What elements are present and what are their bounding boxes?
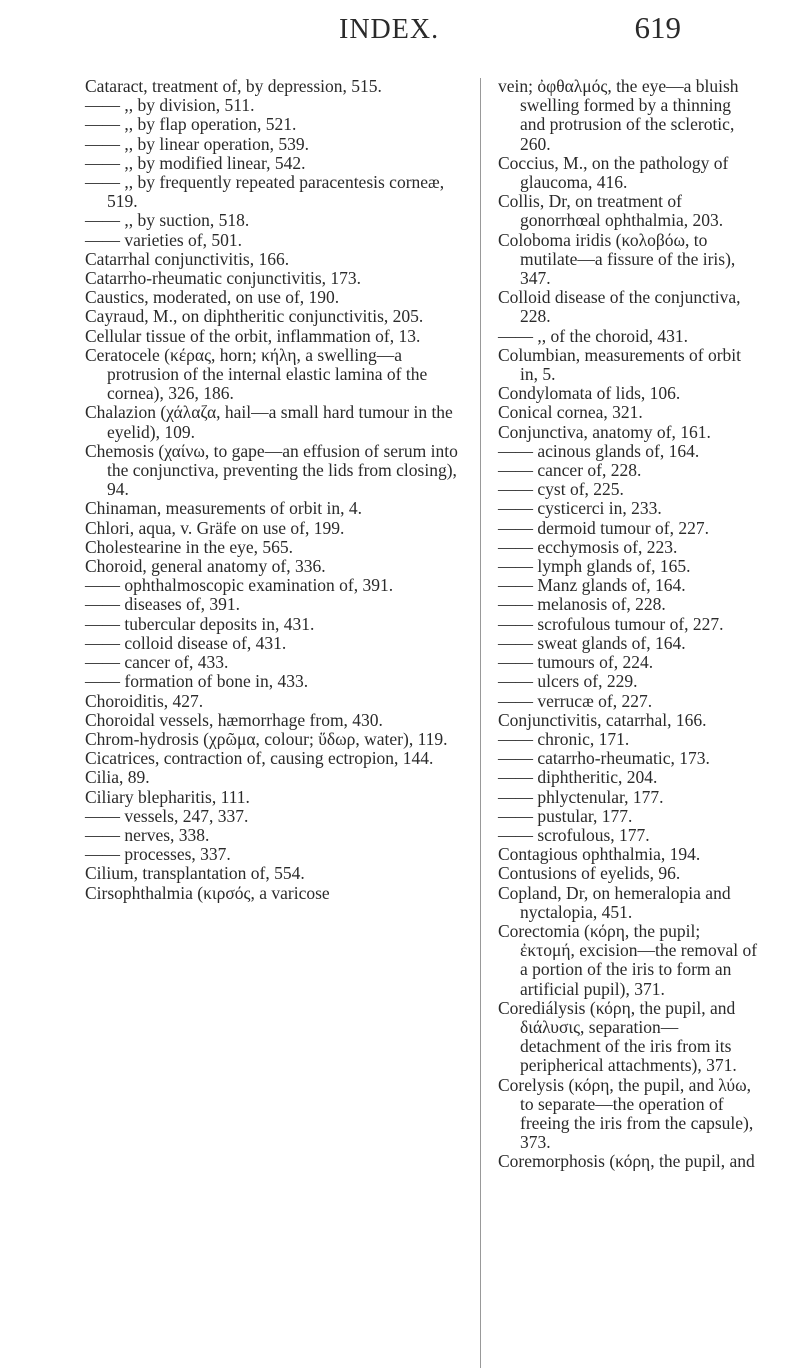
index-entry: Caustics, moderated, on use of, 190. xyxy=(85,287,340,308)
index-entry: —— cyst of, 225. xyxy=(498,479,624,500)
index-entry: —— ,, by flap operation, 521. xyxy=(85,114,297,135)
index-entry: Choroiditis, 427. xyxy=(85,690,204,711)
index-entry: —— tumours of, 224. xyxy=(498,652,654,673)
index-entry: Coccius, M., on the pathology of glaucoma, 416. xyxy=(498,152,733,193)
page-header xyxy=(0,8,801,48)
index-entry: —— ulcers of, 229. xyxy=(498,671,638,692)
index-entry: Collis, Dr, on treatment of gonorrhœal ophthalmia, 203. xyxy=(498,191,724,231)
index-entry: —— verrucæ of, 227. xyxy=(498,690,653,711)
index-entry: Chinaman, measurements of orbit in, 4. xyxy=(85,498,363,519)
index-column-left xyxy=(85,77,477,903)
index-entry: Cicatrices, contraction of, causing ectropion, 144. xyxy=(85,748,434,769)
index-entry: Corectomia (κόρη, the pupil; ἐκτομή, excision—the removal of a portion of the iris to form an artificial pupil), 371. xyxy=(498,920,762,999)
index-entry: Catarrhal conjunctivitis, 166. xyxy=(85,248,290,269)
index-entry: Coremorphosis (κόρη, the pupil, and xyxy=(498,1151,755,1172)
index-entry: Colloid disease of the conjunctiva, 228. xyxy=(498,287,745,327)
index-entry: —— ophthalmoscopic examination of, 391. xyxy=(85,575,394,596)
index-entry: Catarrho-rheumatic conjunctivitis, 173. xyxy=(85,268,362,289)
index-entry: —— formation of bone in, 433. xyxy=(85,671,309,692)
index-entry: —— varieties of, 501. xyxy=(85,229,242,250)
index-entry: —— ,, by modified linear, 542. xyxy=(85,152,306,173)
index-entry: Chemosis (χαίνω, to gape—an effusion of serum into the conjunctiva, preventing the lids from closing), 94. xyxy=(85,440,463,500)
index-entry: Chlori, aqua, v. Gräfe on use of, 199. xyxy=(85,517,345,538)
index-entry: —— cancer of, 433. xyxy=(85,652,229,673)
index-entry: —— tubercular deposits in, 431. xyxy=(85,613,315,634)
index-entry: —— scrofulous tumour of, 227. xyxy=(498,613,724,634)
index-entry: —— melanosis of, 228. xyxy=(498,594,666,615)
column-divider xyxy=(480,78,481,1368)
index-entry: —— Manz glands of, 164. xyxy=(498,575,686,596)
index-entry: —— phlyctenular, 177. xyxy=(498,786,664,807)
index-entry: Cellular tissue of the orbit, inflammation of, 13. xyxy=(85,325,421,346)
index-entry: —— dermoid tumour of, 227. xyxy=(498,517,709,538)
index-entry: —— nerves, 338. xyxy=(85,824,210,845)
index-entry: Contusions of eyelids, 96. xyxy=(498,863,681,884)
index-entry: —— vessels, 247, 337. xyxy=(85,805,249,826)
index-entry: Cayraud, M., on diphtheritic conjunctivitis, 205. xyxy=(85,306,424,327)
index-entry: —— ,, by linear operation, 539. xyxy=(85,133,310,154)
index-entry: —— ,, of the choroid, 431. xyxy=(498,325,689,346)
index-entry: —— cysticerci in, 233. xyxy=(498,498,662,519)
index-entry: —— acinous glands of, 164. xyxy=(498,440,700,461)
index-entry: Cataract, treatment of, by depression, 515. xyxy=(85,76,382,96)
index-entry: Columbian, measurements of orbit in, 5. xyxy=(498,344,746,385)
index-entry: Chalazion (χάλαζα, hail—a small hard tumour in the eyelid), 109. xyxy=(85,402,458,442)
index-entry: —— ,, by division, 511. xyxy=(85,95,255,116)
index-entry: Choroid, general anatomy of, 336. xyxy=(85,556,326,577)
index-entry: —— scrofulous, 177. xyxy=(498,824,650,845)
index-entry: —— diphtheritic, 204. xyxy=(498,767,658,788)
index-entry: Cholestearine in the eye, 565. xyxy=(85,536,293,557)
index-entry: Ceratocele (κέρας, horn; κήλη, a swelling—a protrusion of the internal elastic lamina of the cornea), 326, 186. xyxy=(85,344,432,404)
index-entry: —— ecchymosis of, 223. xyxy=(498,536,678,557)
index-entry: Conjunctiva, anatomy of, 161. xyxy=(498,421,711,442)
index-entry: —— pustular, 177. xyxy=(498,805,633,826)
index-entry: —— sweat glands of, 164. xyxy=(498,632,686,653)
index-entry: Ciliary blepharitis, 111. xyxy=(85,786,250,807)
index-entry: —— chronic, 171. xyxy=(498,728,630,749)
index-entry: vein; ὀφθαλμός, the eye—a bluish swelling formed by a thinning and protrusion of the sclerotic, 260. xyxy=(498,76,743,154)
index-entry: —— cancer of, 228. xyxy=(498,460,642,481)
index-entry: Coloboma iridis (κολοβόω, to mutilate—a fissure of the iris), 347. xyxy=(498,229,740,289)
page-number: 619 xyxy=(634,10,681,45)
index-entry: Cilium, transplantation of, 554. xyxy=(85,863,305,884)
index-entry: Cilia, 89. xyxy=(85,767,150,788)
index-entry: —— catarrho-rheumatic, 173. xyxy=(498,748,710,769)
index-entry: Corediálysis (κόρη, the pupil, and διάλυσις, separation—detachment of the iris from its peripherical attachments), 371. xyxy=(498,997,740,1076)
index-entry: Condylomata of lids, 106. xyxy=(498,383,681,404)
running-title: INDEX. xyxy=(339,14,440,45)
index-entry: —— lymph glands of, 165. xyxy=(498,556,691,577)
index-column-right xyxy=(498,76,762,1172)
index-entry: —— processes, 337. xyxy=(85,844,231,865)
index-entry: Conjunctivitis, catarrhal, 166. xyxy=(498,709,707,730)
index-entry: Chrom-hydrosis (χρῶμα, colour; ὕδωρ, water), 119. xyxy=(85,728,448,749)
index-entry: —— ,, by frequently repeated paracentesis corneæ, 519. xyxy=(85,172,449,212)
index-entry: Cirsophthalmia (κιρσός, a varicose xyxy=(85,882,330,903)
index-entry: —— colloid disease of, 431. xyxy=(85,632,287,653)
index-entry: Conical cornea, 321. xyxy=(498,402,643,423)
index-entry: Copland, Dr, on hemeralopia and nyctalopia, 451. xyxy=(498,882,735,922)
index-entry: Contagious ophthalmia, 194. xyxy=(498,844,701,865)
index-entry: Corelysis (κόρη, the pupil, and λύω, to separate—the operation of freeing the iris from the capsule), 373. xyxy=(498,1074,758,1153)
index-entry: —— ,, by suction, 518. xyxy=(85,210,250,231)
index-entry: Choroidal vessels, hæmorrhage from, 430. xyxy=(85,709,383,730)
index-entry: —— diseases of, 391. xyxy=(85,594,241,615)
